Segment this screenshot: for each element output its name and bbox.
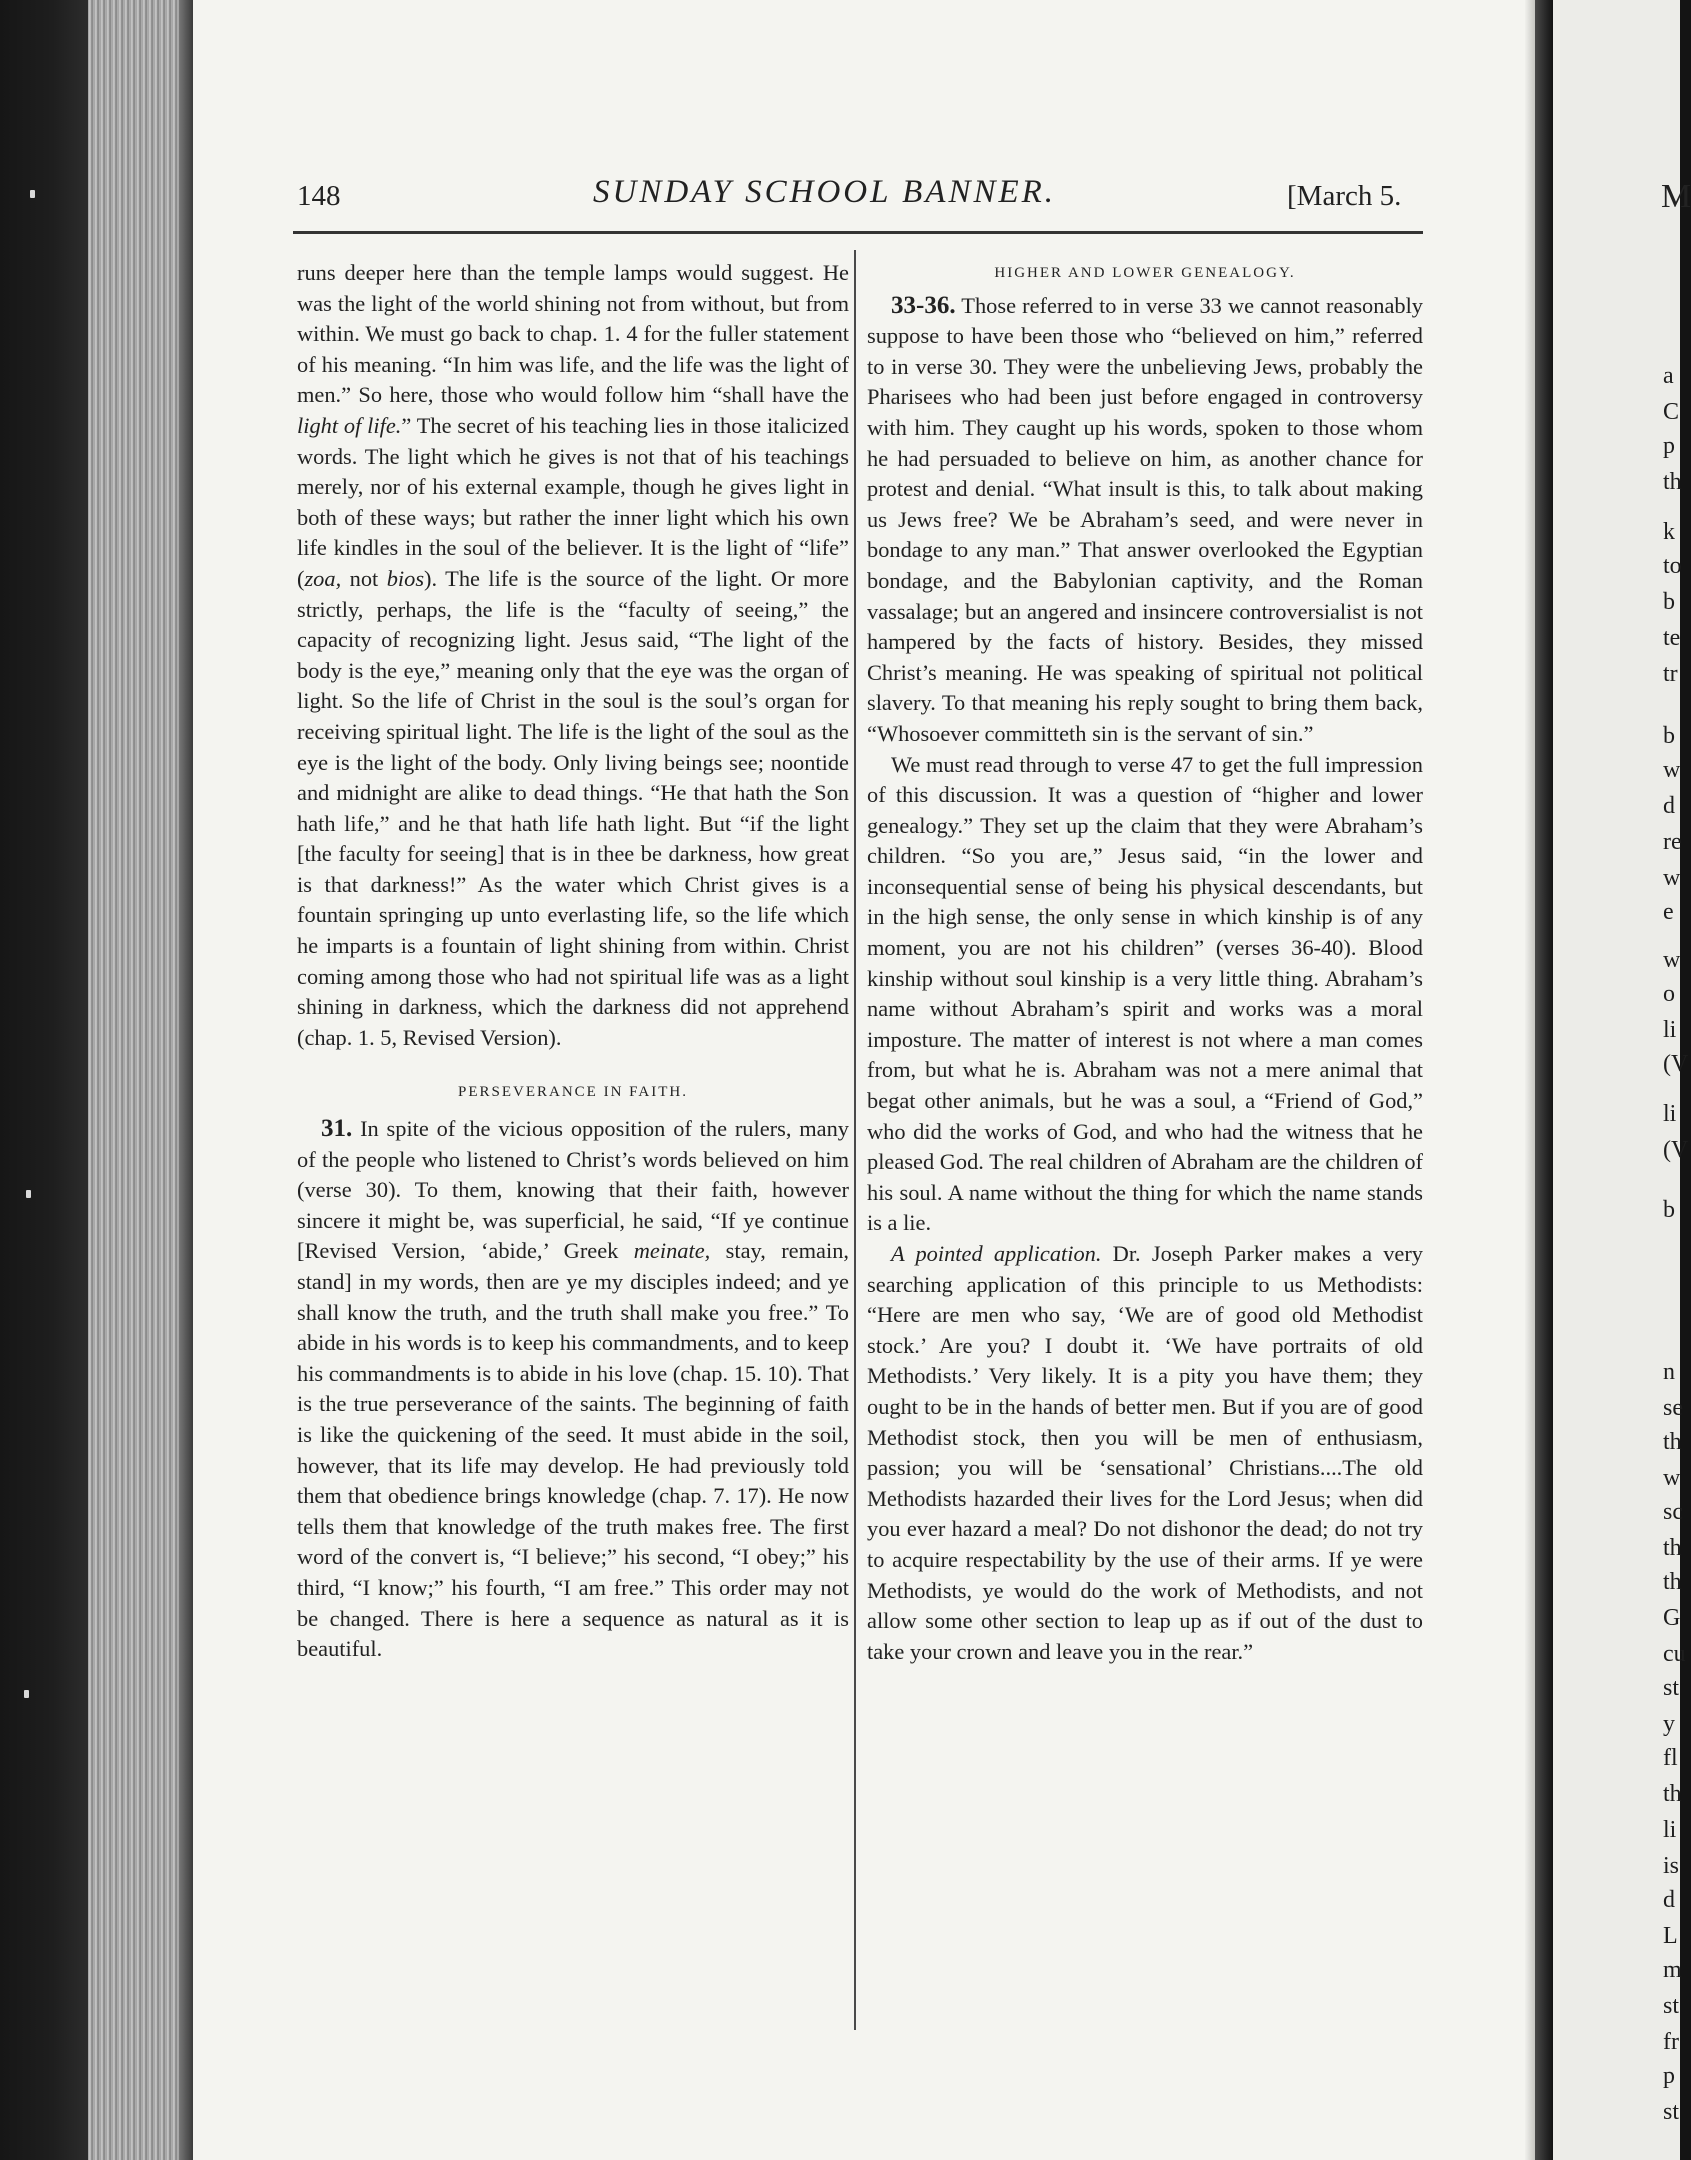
next-page-line: G: [1663, 1605, 1681, 1631]
next-page-header: M: [1661, 178, 1691, 215]
subheading-perseverance: PERSEVERANCE IN FAITH.: [458, 1084, 688, 1101]
column-divider: [854, 250, 856, 2030]
page-edges: [88, 0, 193, 2160]
page-number: 148: [297, 180, 341, 212]
next-page-line: st: [1663, 1675, 1680, 1701]
next-page-line: d: [1663, 1887, 1675, 1913]
next-page-line: is: [1663, 1853, 1680, 1879]
next-page-line: st: [1663, 1993, 1680, 2019]
running-title: SUNDAY SCHOOL BANNER.: [593, 174, 1057, 210]
text-run: ” The secret of his teaching lies in those italicized words. The light which he gives is not that of his teachings merely, nor of his external example, though he gives light in both of these ways; but rather the inner light which his own life kindles in the soul of the believer. It is the light of “life” (: [297, 412, 849, 591]
left-column: [297, 258, 849, 1665]
running-date: [March 5.: [1287, 180, 1402, 212]
text-run: Dr. Joseph Parker makes a very searching application of this principle to us Methodists: “Here are men who say, ‘We are of good old Methodist stock.’ Are you? I doubt it. ‘We have portraits of old Methodists.’ Very likely. It is a pity you have them; they ought to be in the hands of better men. But if you are of good Methodist stock, then you will be men of enthusiasm, passion; you will be ‘sensational’ Christians....The old Methodists hazarded their lives for the Lord Jesus; when did you ever hazard a meal? Do not dishonor the dead; do not try to acquire respectability by the use of their arms. If ye were Methodists, ye would do the work of Methodists, and not allow some other section to leap up as if out of the dust to take your crown and leave you in the rear.”: [867, 1241, 1423, 1664]
italic-run: zoa,: [304, 565, 342, 591]
next-page-line: (V: [1663, 1051, 1689, 1077]
next-page-line: w: [1663, 757, 1681, 783]
paragraph-pointed-application: [867, 1239, 1423, 1667]
italic-lead: A pointed application.: [891, 1241, 1102, 1266]
next-page-line: th: [1663, 1781, 1682, 1807]
next-page-line: w: [1663, 947, 1681, 973]
next-page-line: k: [1663, 519, 1675, 545]
paragraph-light-of-life: [297, 258, 849, 1053]
dust-speck: [24, 1690, 29, 1698]
next-page-line: o: [1663, 981, 1675, 1007]
next-page-line: tr: [1663, 661, 1678, 687]
next-page-line: li: [1663, 1101, 1677, 1127]
next-page-line: p: [1663, 2063, 1675, 2089]
next-page-line: th: [1663, 469, 1682, 495]
dust-speck: [26, 1190, 31, 1198]
next-page-line: d: [1663, 793, 1675, 819]
subheading-genealogy: HIGHER AND LOWER GENEALOGY.: [994, 265, 1296, 281]
next-page-line: th: [1663, 1535, 1682, 1561]
italic-run: bios: [386, 565, 425, 591]
next-page-line: se: [1663, 1395, 1683, 1421]
book-spine-shadow: [0, 0, 88, 2160]
next-page-line: b: [1663, 589, 1675, 615]
next-page-line: li: [1663, 1017, 1677, 1043]
next-page-line: te: [1663, 625, 1681, 651]
next-page-line: li: [1663, 1817, 1677, 1843]
next-page-line: p: [1663, 433, 1675, 459]
next-page-line: m: [1663, 1957, 1682, 1983]
next-page-line: C: [1663, 399, 1680, 425]
next-page-line: L: [1663, 1923, 1678, 1949]
paragraph-verses-33-36: [867, 291, 1423, 750]
text-run: Those referred to in verse 33 we cannot reasonably suppose to have been those who “believed on him,” referred to in verse 30. They were the unbelieving Jews, probably the Pharisees who had been just before engaged in controversy with him. They caught up his words, spoken to those whom he had persuaded to believe on him, as another chance for protest and denial. “What insult is this, to talk about making us Jews free? We be Abraham’s seed, and were never in bondage to any man.” That answer overlooked the Egyptian bondage, and the Babylonian captivity, and the Roman vassalage; but an angered and insincere controversialist is not hampered by the facts of history. Besides, they missed Christ’s meaning. He was speaking of spiritual not political slavery. To that meaning his reply sought to bring them back, “Whosoever committeth sin is the servant of sin.”: [867, 292, 1423, 746]
text-run: stay, remain, stand] in my words, then are ye my disciples indeed; and ye shall know the truth, and the truth shall make you free.” To abide in his words is to keep his commandments, and to keep his commandments is to abide in his love (chap. 15. 10). That is the true perseverance of the saints. The beginning of faith is like the quickening of the seed. It must abide in the soil, however, that its life may develop. He had previously told them that obedience brings knowledge (chap. 7. 17). He now tells them that knowledge of the truth makes free. The first word of the convert is, “I believe;” his second, “I obey;” his third, “I know;” his fourth, “I am free.” This order may not be changed. There is here a sequence as natural as it is beautiful.: [297, 1238, 849, 1662]
next-page-fragment: [1553, 0, 1691, 2160]
header-rule: [293, 231, 1423, 234]
next-page-line: re: [1663, 829, 1682, 855]
next-page-line: y: [1663, 1711, 1675, 1737]
next-page-line: w: [1663, 1465, 1681, 1491]
next-page-line: sc: [1663, 1499, 1683, 1525]
next-page-line: (V: [1663, 1137, 1689, 1163]
next-page-line: b: [1663, 1197, 1675, 1223]
text-run: In spite of the vicious opposition of the rulers, many of the people who listened to Christ’s words believed on him (verse 30). To them, knowing that their faith, however sincere it might be, was superficial, he said, “If ye continue [Revised Version, ‘abide,’ Greek: [297, 1116, 849, 1264]
italic-run: meinate,: [633, 1238, 711, 1264]
next-page-line: cu: [1663, 1641, 1686, 1667]
italic-run: light of life.: [297, 412, 402, 438]
next-page-line: fr: [1663, 2029, 1679, 2055]
book-gutter: [1535, 0, 1553, 2160]
text-run: runs deeper here than the temple lamps would suggest. He was the light of the world shining not from without, but from within. We must go back to chap. 1. 4 for the fuller statement of his meaning. “In him was life, and the life was the light of men.” So here, those who would follow him “shall have the: [297, 260, 849, 408]
text-run: ). The life is the source of the light. Or more strictly, perhaps, the life is the “faculty of seeing,” the capacity of recognizing light. Jesus said, “The light of the body is the eye,” meaning only that the eye was the organ of light. So the life of Christ in the soul is the soul’s organ for receiving spiritual light. The life is the light of the soul as the eye is the light of the body. Only living beings see; noontide and midnight are alike to dead things. “He that hath the Son hath life,” and he that hath life hath light. But “if the light [the faculty for seeing] that is in thee be darkness, how great is that darkness!” As the water which Christ gives is a fountain springing up unto everlasting life, so the life which he imparts is a fountain of light shining from within. Christ coming among those who had not spiritual life was as a light shining in darkness, which the darkness did not apprehend (chap. 1. 5, Revised Version).: [297, 565, 849, 1050]
next-page-line: a: [1663, 363, 1674, 389]
next-page-line: n: [1663, 1359, 1675, 1385]
next-page-line: th: [1663, 1569, 1682, 1595]
right-column: [867, 258, 1423, 1667]
book-page: [193, 0, 1535, 2160]
text-run: not: [341, 565, 387, 591]
next-page-line: st: [1663, 2099, 1680, 2125]
next-page-line: e: [1663, 899, 1674, 925]
verse-number: 33-36.: [891, 291, 956, 319]
next-page-line: w: [1663, 865, 1681, 891]
verse-number: 31.: [321, 1115, 353, 1143]
next-page-line: th: [1663, 1429, 1682, 1455]
next-page-line: fl: [1663, 1745, 1678, 1771]
next-page-line: to: [1663, 553, 1682, 579]
paragraph-verse-47: We must read through to verse 47 to get the full impression of this discussion. It was a question of “higher and lower genealogy.” They set up the claim that they were Abraham’s children. “So you are,” Jesus said, “in the lower and inconsequential sense of being his physical descendants, but in the high sense, the only sense in which kinship is of any moment, you are not his children” (verses 36-40). Blood kinship without soul kinship is a very little thing. Abraham’s name without Abraham’s spirit and works was a moral imposture. The matter of interest is not where a man comes from, but what he is. Abraham was not a mere animal that begat other animals, but he was a soul, a “Friend of God,” who did the works of God, and who had the witness that he pleased God. The real children of Abraham are the children of his soul. A name without the thing for which the name stands is a lie.: [867, 751, 1424, 1236]
paragraph-verse-31: [297, 1114, 849, 1665]
next-page-line: b: [1663, 723, 1675, 749]
dust-speck: [30, 190, 35, 198]
